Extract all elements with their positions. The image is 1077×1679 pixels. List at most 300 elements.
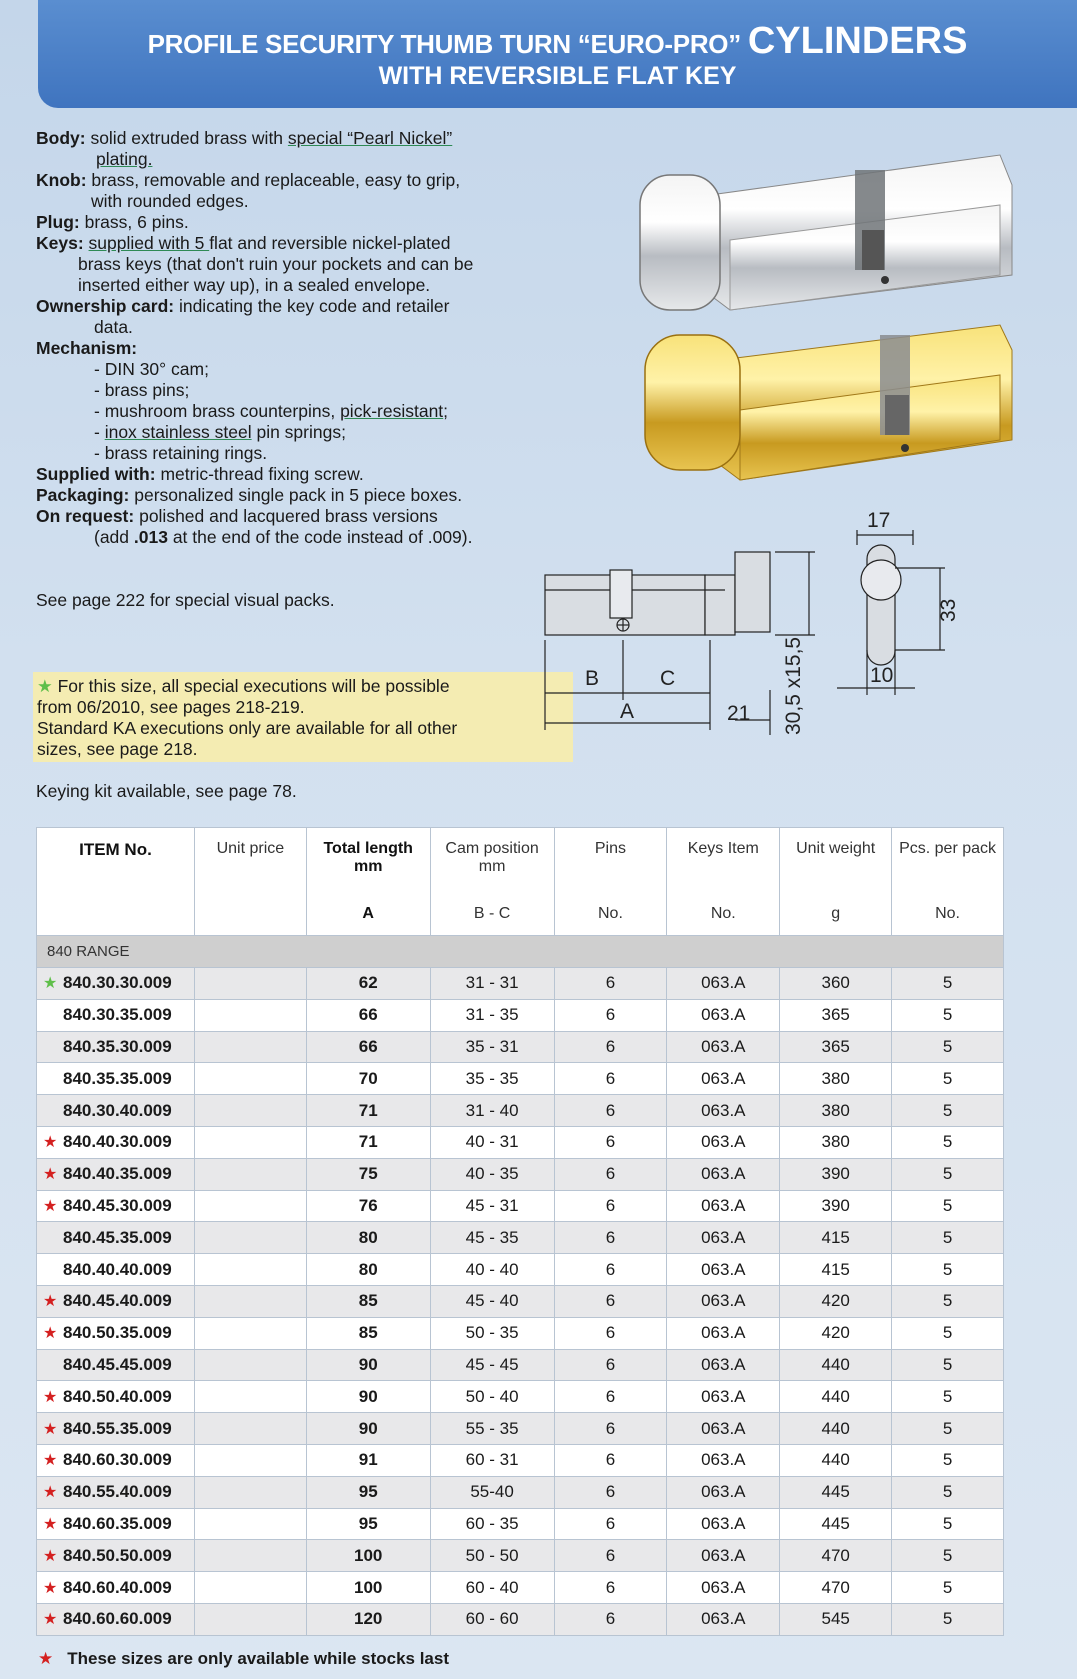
range-row (37, 936, 1004, 968)
total-length-cell: 62 (306, 968, 430, 1000)
item-code-cell (37, 1222, 195, 1254)
spec-packaging-label: Packaging: (36, 485, 130, 505)
dim-21-label: 21 (727, 702, 751, 725)
table-row (37, 1222, 1004, 1254)
total-length-cell: 90 (306, 1413, 430, 1445)
cam-position-cell: 45 - 31 (430, 1190, 554, 1222)
keys-item-cell: 063.A (667, 1158, 780, 1190)
col-cam-position-mm: mm (478, 858, 506, 875)
pins-cell: 6 (554, 1349, 667, 1381)
col-item-no (37, 828, 195, 936)
col-unit-weight-unit: g (831, 905, 841, 922)
item-code-cell (37, 1095, 195, 1127)
pins-cell: 6 (554, 1603, 667, 1635)
brass-cylinder-image (645, 325, 1012, 480)
keys-item-cell: 063.A (667, 1063, 780, 1095)
table-row (37, 999, 1004, 1031)
pcs-per-pack-cell: 5 (892, 1063, 1004, 1095)
unit-price-cell (194, 1126, 306, 1158)
col-keys-item-unit: No. (710, 905, 736, 922)
keying-kit-note: Keying kit available, see page 78. (36, 781, 297, 801)
table-row (37, 1540, 1004, 1572)
spec-keys-label: Keys: (36, 233, 84, 253)
col-total-length-mm: mm (353, 858, 383, 875)
red-star-icon: ★ (43, 1197, 58, 1215)
total-length-cell: 85 (306, 1285, 430, 1317)
table-row (37, 1126, 1004, 1158)
special-executions-line2: from 06/2010, see pages 218-219. (37, 697, 305, 717)
pins-cell: 6 (554, 1381, 667, 1413)
spec-keys-underlined: supplied with 5 (88, 233, 210, 253)
unit-price-cell (194, 1444, 306, 1476)
spec-body-underlined: special “Pearl Nickel” (287, 128, 453, 148)
spec-mechanism-counterpins: - mushroom brass counterpins, (94, 401, 341, 421)
keys-item-cell: 063.A (667, 1508, 780, 1540)
unit-weight-cell: 365 (780, 999, 892, 1031)
pins-cell: 6 (554, 1540, 667, 1572)
col-item-no-label: ITEM No. (79, 840, 152, 859)
item-code-cell (37, 1126, 195, 1158)
spec-mechanism-pick-resistant: pick-resistant (340, 401, 444, 421)
col-total-length-label: Total length (323, 840, 413, 857)
unit-weight-cell: 420 (780, 1317, 892, 1349)
item-code: 840.40.35.009 (63, 1164, 172, 1184)
keys-item-cell: 063.A (667, 1317, 780, 1349)
range-label: 840 RANGE (37, 936, 1004, 968)
dimension-drawing (575, 509, 1045, 795)
red-star-icon: ★ (43, 1325, 58, 1343)
cam-position-cell: 45 - 35 (430, 1222, 554, 1254)
green-star-icon: ★ (43, 975, 58, 993)
item-code: 840.60.35.009 (63, 1513, 172, 1533)
item-code: 840.60.30.009 (63, 1450, 172, 1470)
total-length-cell: 91 (306, 1444, 430, 1476)
pcs-per-pack-cell: 5 (892, 1444, 1004, 1476)
item-code-cell (37, 1444, 195, 1476)
col-cam-position (430, 828, 554, 936)
total-length-cell: 100 (306, 1572, 430, 1604)
pcs-per-pack-cell: 5 (892, 1254, 1004, 1286)
unit-price-cell (194, 1158, 306, 1190)
spec-keys-text: flat and reversible nickel-plated (209, 233, 451, 253)
total-length-cell: 66 (306, 999, 430, 1031)
pins-cell: 6 (554, 1572, 667, 1604)
pins-cell: 6 (554, 1126, 667, 1158)
item-code: 840.40.30.009 (63, 1132, 172, 1152)
spec-plug-text: brass, 6 pins. (79, 212, 189, 232)
red-star-icon: ★ (43, 1420, 58, 1438)
stock-footnote (38, 1649, 449, 1669)
item-code-cell (37, 1540, 195, 1572)
red-star-icon: ★ (43, 1452, 58, 1470)
col-pins (554, 828, 667, 936)
red-star-icon: ★ (43, 1484, 58, 1502)
red-star-icon: ★ (43, 1293, 58, 1311)
red-star-icon: ★ (43, 1547, 58, 1565)
keys-item-cell: 063.A (667, 1285, 780, 1317)
green-star-icon: ★ (37, 676, 53, 696)
spec-body-label: Body: (36, 128, 86, 148)
pins-cell: 6 (554, 1222, 667, 1254)
item-code-cell (37, 1413, 195, 1445)
keys-item-cell: 063.A (667, 1444, 780, 1476)
item-code-cell (37, 999, 195, 1031)
item-code-cell (37, 1349, 195, 1381)
table-row (37, 1444, 1004, 1476)
unit-weight-cell: 380 (780, 1095, 892, 1127)
spec-body-plating: plating. (96, 149, 153, 169)
spec-keys-text3: inserted either way up), in a sealed envelope. (78, 275, 431, 295)
item-code: 840.35.35.009 (63, 1068, 172, 1088)
item-code: 840.50.40.009 (63, 1386, 172, 1406)
keys-item-cell: 063.A (667, 999, 780, 1031)
item-code: 840.30.40.009 (63, 1100, 172, 1120)
col-cam-position-unit: B - C (473, 905, 511, 922)
pcs-per-pack-cell: 5 (892, 1095, 1004, 1127)
product-photos (640, 145, 1020, 505)
spec-supplied-text: metric-thread fixing screw. (155, 464, 364, 484)
red-star-icon: ★ (43, 1134, 58, 1152)
spec-mechanism-rings: - brass retaining rings. (94, 443, 268, 463)
keys-item-cell: 063.A (667, 1476, 780, 1508)
dim-section-label: 30,5 x15,5 (782, 636, 805, 735)
total-length-cell: 120 (306, 1603, 430, 1635)
item-code: 840.55.35.009 (63, 1418, 172, 1438)
red-star-icon: ★ (38, 1649, 54, 1668)
pins-cell: 6 (554, 1476, 667, 1508)
col-pcs-per-pack-label: Pcs. per pack (899, 840, 997, 857)
col-pcs-per-pack-unit: No. (935, 905, 960, 922)
table-row (37, 1158, 1004, 1190)
item-code: 840.45.30.009 (63, 1195, 172, 1215)
unit-price-cell (194, 1476, 306, 1508)
pcs-per-pack-cell: 5 (892, 1540, 1004, 1572)
item-code-cell (37, 1190, 195, 1222)
red-star-icon: ★ (43, 1579, 58, 1597)
pins-cell: 6 (554, 1413, 667, 1445)
unit-price-cell (194, 1317, 306, 1349)
col-pins-label: Pins (594, 840, 626, 857)
col-unit-price (194, 828, 306, 936)
pcs-per-pack-cell: 5 (892, 1508, 1004, 1540)
pins-cell: 6 (554, 999, 667, 1031)
keys-item-cell: 063.A (667, 1190, 780, 1222)
item-code: 840.30.35.009 (63, 1005, 172, 1025)
unit-weight-cell: 440 (780, 1381, 892, 1413)
unit-weight-cell: 420 (780, 1285, 892, 1317)
table-row (37, 1190, 1004, 1222)
red-star-icon: ★ (43, 1166, 58, 1184)
unit-weight-cell: 445 (780, 1508, 892, 1540)
item-code-cell (37, 1476, 195, 1508)
total-length-cell: 95 (306, 1476, 430, 1508)
unit-price-cell (194, 999, 306, 1031)
total-length-cell: 66 (306, 1031, 430, 1063)
pcs-per-pack-cell: 5 (892, 968, 1004, 1000)
item-code-cell (37, 1572, 195, 1604)
header-title-cylinders: CYLINDERS (747, 20, 968, 62)
keys-item-cell: 063.A (667, 1222, 780, 1254)
pcs-per-pack-cell: 5 (892, 1158, 1004, 1190)
special-executions-line4: sizes, see page 218. (37, 739, 198, 759)
total-length-cell: 90 (306, 1381, 430, 1413)
cam-position-cell: 60 - 40 (430, 1572, 554, 1604)
spec-request-code: .013 (133, 527, 168, 547)
cam-position-cell: 60 - 31 (430, 1444, 554, 1476)
total-length-cell: 76 (306, 1190, 430, 1222)
pcs-per-pack-cell: 5 (892, 1126, 1004, 1158)
cam-position-cell: 45 - 45 (430, 1349, 554, 1381)
cam-position-cell: 60 - 60 (430, 1603, 554, 1635)
spec-knob-text2: with rounded edges. (91, 191, 249, 211)
spec-mechanism-dash: - (94, 422, 105, 442)
col-total-length (306, 828, 430, 936)
keys-item-cell: 063.A (667, 1126, 780, 1158)
nickel-cylinder-image (640, 155, 1012, 310)
cam-position-cell: 40 - 40 (430, 1254, 554, 1286)
pins-cell: 6 (554, 1190, 667, 1222)
pcs-per-pack-cell: 5 (892, 1285, 1004, 1317)
keys-item-cell: 063.A (667, 1254, 780, 1286)
spec-request-label: On request: (36, 506, 135, 526)
dim-17-label: 17 (867, 509, 891, 532)
item-code-cell (37, 1285, 195, 1317)
special-executions-note (33, 672, 573, 762)
col-pins-unit: No. (597, 905, 623, 922)
unit-price-cell (194, 1413, 306, 1445)
col-unit-weight (780, 828, 892, 936)
pcs-per-pack-cell: 5 (892, 1349, 1004, 1381)
unit-weight-cell: 445 (780, 1476, 892, 1508)
cam-position-cell: 31 - 35 (430, 999, 554, 1031)
cam-position-cell: 40 - 35 (430, 1158, 554, 1190)
table-row (37, 1413, 1004, 1445)
cam-position-cell: 55-40 (430, 1476, 554, 1508)
item-code: 840.55.40.009 (63, 1482, 172, 1502)
pins-cell: 6 (554, 1063, 667, 1095)
spec-body-text: solid extruded brass with (85, 128, 288, 148)
cam-position-cell: 60 - 35 (430, 1508, 554, 1540)
unit-price-cell (194, 1190, 306, 1222)
spec-plug-label: Plug: (36, 212, 80, 232)
total-length-cell: 75 (306, 1158, 430, 1190)
item-code: 840.50.50.009 (63, 1545, 172, 1565)
red-star-icon: ★ (43, 1515, 58, 1533)
keys-item-cell: 063.A (667, 1381, 780, 1413)
cam-position-cell: 50 - 50 (430, 1540, 554, 1572)
item-code: 840.45.40.009 (63, 1291, 172, 1311)
product-specifications (36, 128, 596, 548)
total-length-cell: 90 (306, 1349, 430, 1381)
cam-position-cell: 35 - 31 (430, 1031, 554, 1063)
spec-ownership-text: indicating the key code and retailer (174, 296, 450, 316)
unit-weight-cell: 360 (780, 968, 892, 1000)
unit-weight-cell: 440 (780, 1413, 892, 1445)
item-code: 840.35.30.009 (63, 1036, 172, 1056)
item-code-cell (37, 1063, 195, 1095)
pins-cell: 6 (554, 1444, 667, 1476)
spec-mechanism-semicolon: ; (443, 401, 449, 421)
spec-packaging-text: personalized single pack in 5 piece boxes. (129, 485, 463, 505)
spec-request-tail: at the end of the code instead of .009). (167, 527, 473, 547)
unit-weight-cell: 380 (780, 1126, 892, 1158)
item-code: 840.40.40.009 (63, 1259, 172, 1279)
table-row (37, 1349, 1004, 1381)
visual-packs-note: See page 222 for special visual packs. (36, 590, 335, 610)
keys-item-cell: 063.A (667, 1031, 780, 1063)
table-row (37, 1031, 1004, 1063)
table-row (37, 1572, 1004, 1604)
pcs-per-pack-cell: 5 (892, 1317, 1004, 1349)
col-keys-item (667, 828, 780, 936)
unit-price-cell (194, 1508, 306, 1540)
red-star-icon: ★ (43, 1388, 58, 1406)
dim-a-label: A (620, 700, 635, 723)
cam-position-cell: 31 - 40 (430, 1095, 554, 1127)
total-length-cell: 80 (306, 1254, 430, 1286)
unit-price-cell (194, 1285, 306, 1317)
dim-c-label: C (660, 667, 676, 690)
item-code-cell (37, 1317, 195, 1349)
unit-weight-cell: 415 (780, 1254, 892, 1286)
pcs-per-pack-cell: 5 (892, 1572, 1004, 1604)
pcs-per-pack-cell: 5 (892, 1222, 1004, 1254)
unit-price-cell (194, 1603, 306, 1635)
spec-mechanism-pins: - brass pins; (94, 380, 190, 400)
cam-position-cell: 50 - 40 (430, 1381, 554, 1413)
pcs-per-pack-cell: 5 (892, 1031, 1004, 1063)
spec-mechanism-springs: pin springs; (251, 422, 346, 442)
table-row (37, 1063, 1004, 1095)
spec-knob-text: brass, removable and replaceable, easy to grip, (86, 170, 461, 190)
keys-item-cell: 063.A (667, 1540, 780, 1572)
spec-mechanism-inox: inox stainless steel (104, 422, 252, 442)
item-code-cell (37, 1254, 195, 1286)
unit-price-cell (194, 1381, 306, 1413)
total-length-cell: 95 (306, 1508, 430, 1540)
total-length-cell: 85 (306, 1317, 430, 1349)
pcs-per-pack-cell: 5 (892, 1476, 1004, 1508)
unit-weight-cell: 470 (780, 1540, 892, 1572)
spec-request-text: polished and lacquered brass versions (134, 506, 438, 526)
unit-price-cell (194, 1222, 306, 1254)
unit-price-cell (194, 1031, 306, 1063)
pcs-per-pack-cell: 5 (892, 1413, 1004, 1445)
table-header-row (37, 828, 1004, 936)
unit-weight-cell: 390 (780, 1158, 892, 1190)
unit-price-cell (194, 968, 306, 1000)
keys-item-cell: 063.A (667, 1603, 780, 1635)
keys-item-cell: 063.A (667, 968, 780, 1000)
special-executions-line3: Standard KA executions only are available for all other (37, 718, 458, 738)
pins-cell: 6 (554, 1508, 667, 1540)
pins-cell: 6 (554, 1158, 667, 1190)
keys-item-cell: 063.A (667, 1413, 780, 1445)
col-cam-position-label: Cam position (445, 840, 539, 857)
table-row (37, 1508, 1004, 1540)
item-code-cell (37, 968, 195, 1000)
unit-price-cell (194, 1254, 306, 1286)
unit-weight-cell: 545 (780, 1603, 892, 1635)
cam-position-cell: 50 - 35 (430, 1317, 554, 1349)
item-code: 840.30.30.009 (63, 973, 172, 993)
unit-price-cell (194, 1095, 306, 1127)
spec-ownership-label: Ownership card: (36, 296, 175, 316)
total-length-cell: 71 (306, 1095, 430, 1127)
table-row (37, 1476, 1004, 1508)
total-length-cell: 100 (306, 1540, 430, 1572)
spec-knob-label: Knob: (36, 170, 87, 190)
item-code-cell (37, 1031, 195, 1063)
stock-footnote-text: These sizes are only available while stocks last (67, 1649, 449, 1668)
table-row (37, 1285, 1004, 1317)
header-title (38, 20, 1077, 63)
table-row (37, 1254, 1004, 1286)
col-unit-weight-label: Unit weight (796, 840, 876, 857)
item-code: 840.60.60.009 (63, 1609, 172, 1629)
cam-position-cell: 45 - 40 (430, 1285, 554, 1317)
item-code-cell (37, 1603, 195, 1635)
unit-price-cell (194, 1572, 306, 1604)
col-total-length-unit: A (362, 905, 374, 922)
unit-weight-cell: 470 (780, 1572, 892, 1604)
item-table (36, 827, 1004, 1636)
spec-mechanism-cam: - DIN 30° cam; (94, 359, 209, 379)
pcs-per-pack-cell: 5 (892, 999, 1004, 1031)
pcs-per-pack-cell: 5 (892, 1603, 1004, 1635)
table-row (37, 1381, 1004, 1413)
pins-cell: 6 (554, 1285, 667, 1317)
spec-supplied-label: Supplied with: (36, 464, 156, 484)
keys-item-cell: 063.A (667, 1095, 780, 1127)
item-code: 840.50.35.009 (63, 1323, 172, 1343)
col-pcs-per-pack (892, 828, 1004, 936)
pins-cell: 6 (554, 1095, 667, 1127)
pins-cell: 6 (554, 1031, 667, 1063)
spec-keys-text2: brass keys (that don't ruin your pockets and can be (78, 254, 474, 274)
page-header (38, 0, 1077, 108)
dim-b-label: B (585, 667, 600, 690)
spec-request-add: (add (94, 527, 134, 547)
unit-price-cell (194, 1063, 306, 1095)
special-executions-line1: For this size, all special executions will be possible (52, 676, 450, 696)
table-row (37, 1317, 1004, 1349)
unit-weight-cell: 440 (780, 1349, 892, 1381)
pins-cell: 6 (554, 1254, 667, 1286)
item-code-cell (37, 1381, 195, 1413)
pins-cell: 6 (554, 1317, 667, 1349)
total-length-cell: 70 (306, 1063, 430, 1095)
header-title-main: PROFILE SECURITY THUMB TURN “EURO-PRO” (147, 29, 748, 59)
item-code: 840.45.45.009 (63, 1354, 172, 1374)
table-row (37, 1603, 1004, 1635)
total-length-cell: 80 (306, 1222, 430, 1254)
unit-price-cell (194, 1349, 306, 1381)
spec-mechanism-label: Mechanism: (36, 338, 138, 358)
pins-cell: 6 (554, 968, 667, 1000)
item-code-cell (37, 1508, 195, 1540)
keys-item-cell: 063.A (667, 1572, 780, 1604)
unit-weight-cell: 365 (780, 1031, 892, 1063)
item-code: 840.45.35.009 (63, 1227, 172, 1247)
unit-weight-cell: 415 (780, 1222, 892, 1254)
col-unit-price-label: Unit price (216, 840, 285, 857)
table-row (37, 1095, 1004, 1127)
cam-position-cell: 40 - 31 (430, 1126, 554, 1158)
cam-position-cell: 31 - 31 (430, 968, 554, 1000)
item-code: 840.60.40.009 (63, 1577, 172, 1597)
red-star-icon: ★ (43, 1611, 58, 1629)
